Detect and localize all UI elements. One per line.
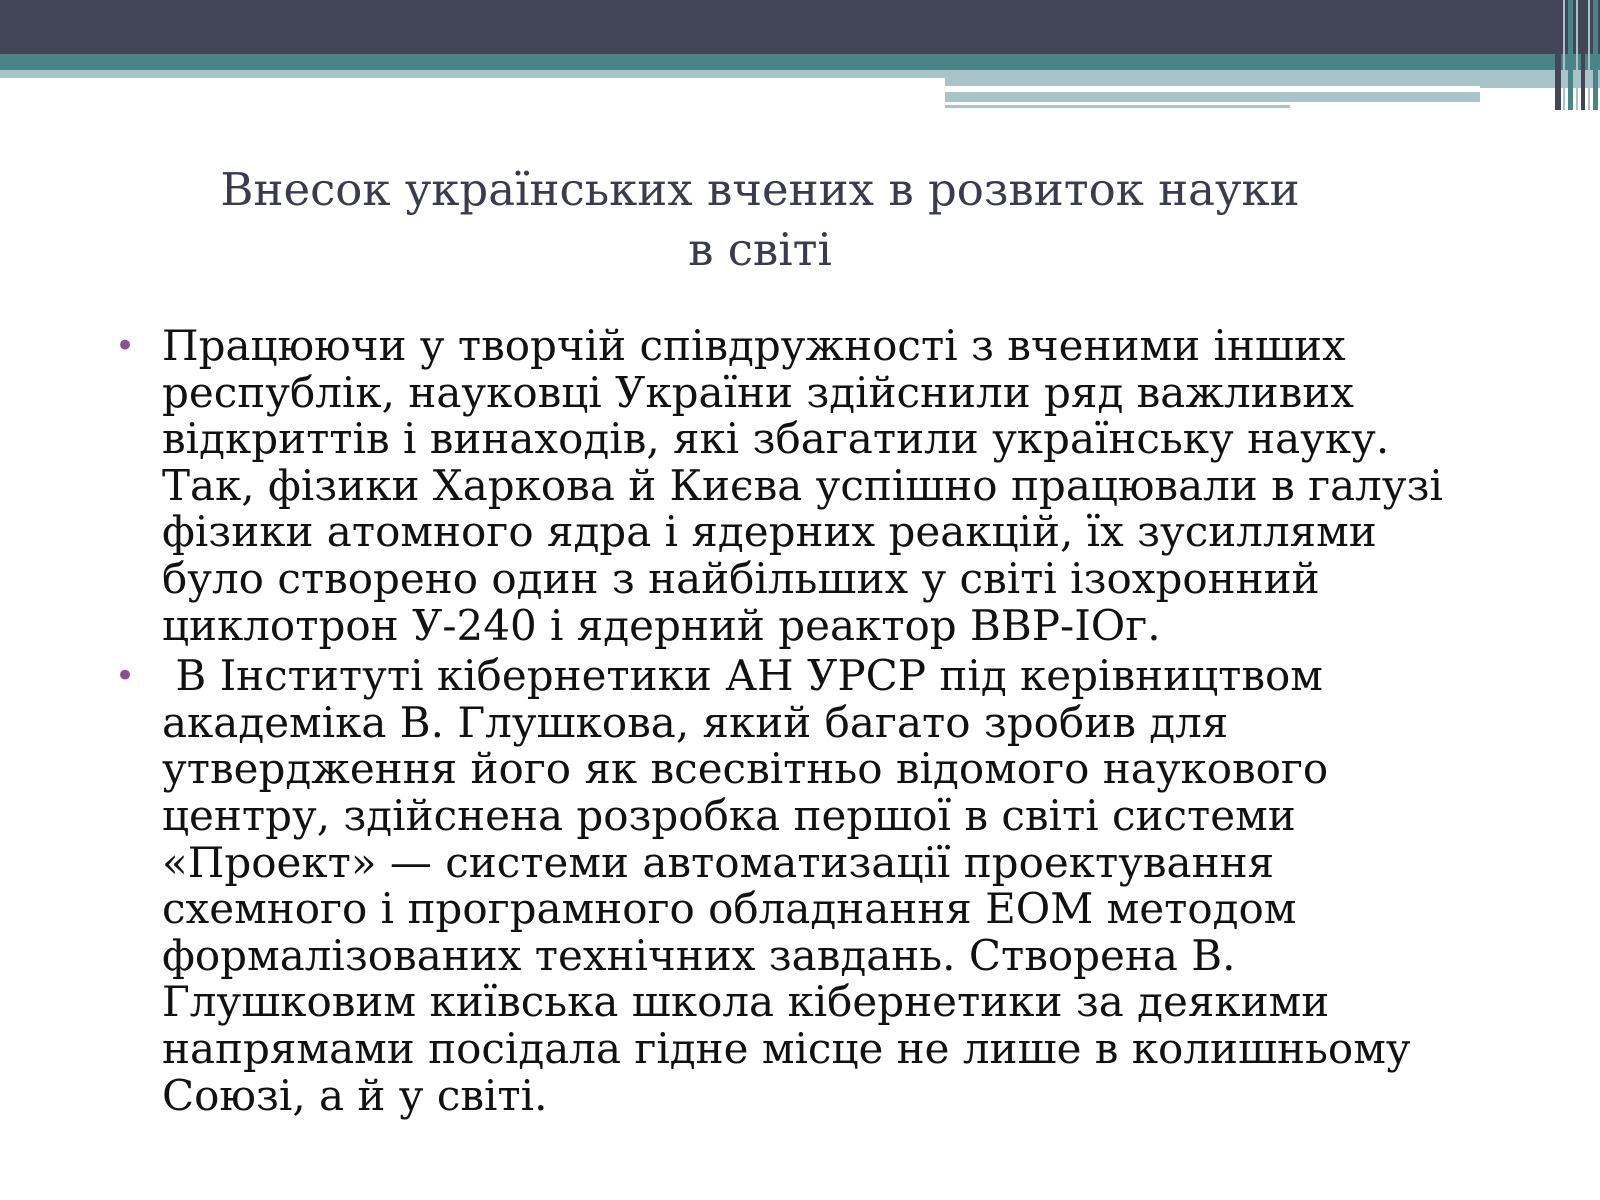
text-line: академіка В. Глушкова, який багато зробив для — [162, 697, 1229, 747]
bullet-dot-icon: • — [115, 326, 136, 366]
text-line: було створено один з найбільших у світі ізохронний — [162, 553, 1320, 603]
bullet-text — [162, 323, 1550, 649]
text-line: циклотрон У-240 і ядерний реактор ВВР-IOг. — [162, 600, 1161, 650]
header-lower-strip — [945, 92, 1290, 108]
header-light-strip — [0, 70, 945, 78]
text-line: Працюючи у творчій співдружності з вченими інших — [162, 321, 1346, 370]
text-line: В Інституті кібернетики АН УРСР під керівництвом — [162, 651, 1323, 701]
text-line: схемного і програмного обладнання ЕОМ методом — [162, 884, 1297, 934]
bullet-dot-icon: • — [115, 656, 136, 697]
text-line: напрямами посідала гідне місце не лише в колишньому — [162, 1023, 1411, 1073]
text-line: формалізованих технічних завдань. Створена В. — [162, 930, 1236, 980]
text-line: Глушковим київська школа кібернетики за деякими — [162, 977, 1330, 1027]
bullet-text — [162, 653, 1550, 1119]
text-line: відкриттів і винаходів, які збагатили українську науку. — [162, 414, 1390, 464]
text-line: Союзі, а й у світі. — [162, 1070, 548, 1120]
header-dark-band — [0, 0, 1600, 54]
header-divider-line-lower — [945, 102, 1290, 105]
list-item — [110, 653, 1550, 1119]
text-line: «Проект» — системи автоматизації проектування — [162, 837, 1275, 887]
bullet-list — [110, 323, 1550, 1123]
list-item — [110, 323, 1550, 649]
header-corner-bars — [1555, 0, 1600, 110]
text-line: центру, здійснена розробка першої в світі системи — [162, 790, 1296, 840]
text-line: утвердження його як всесвітньо відомого наукового — [162, 744, 1329, 794]
text-line: Так, фізики Харкова й Києва успішно працювали в галузі — [162, 460, 1443, 510]
text-line: фізики атомного ядра і ядерних реакцій, їх зусиллями — [162, 507, 1377, 557]
header-divider-line — [945, 86, 1480, 89]
slide-title — [160, 160, 1360, 280]
text-line: республік, науковці України здійснили ряд важливих — [162, 367, 1354, 417]
header-teal-band — [0, 54, 1600, 70]
header-lower-strip-short — [1290, 92, 1480, 102]
slide-title-line-2: в світі — [688, 223, 832, 276]
slide-title-line-1: Внесок українських вчених в розвиток науки — [220, 163, 1300, 216]
